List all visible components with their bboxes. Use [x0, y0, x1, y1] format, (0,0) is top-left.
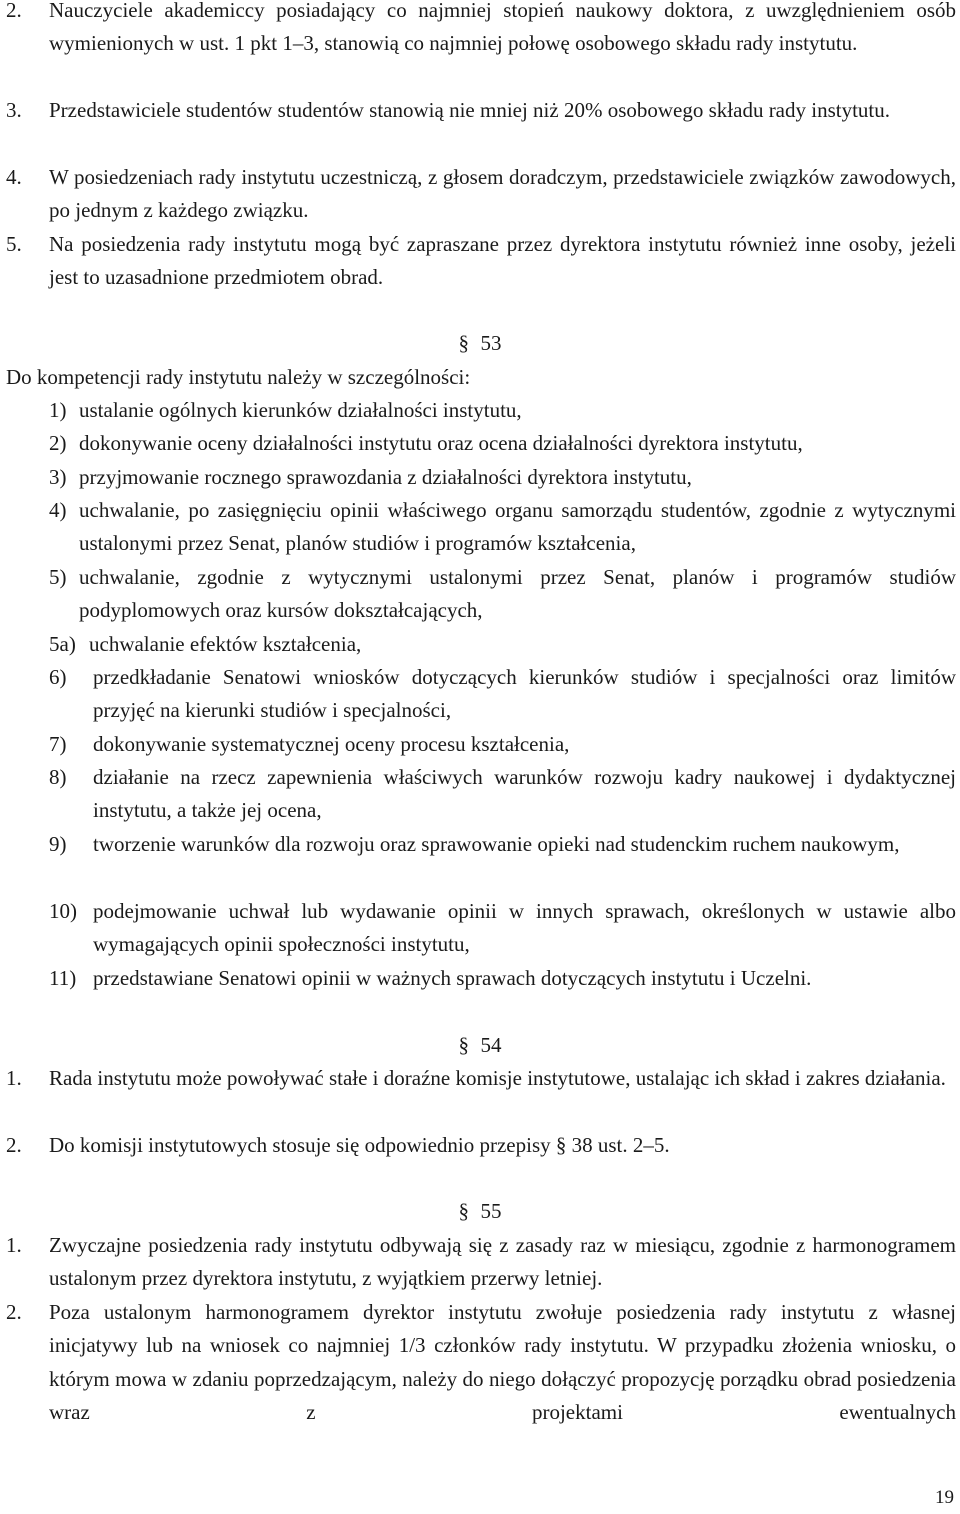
- paragraph-number: 1.: [6, 1233, 22, 1257]
- paragraph-number: 1.: [6, 1066, 22, 1090]
- competence-item: [49, 427, 956, 460]
- section-number: 55: [480, 1199, 502, 1223]
- competence-number: 9): [49, 832, 67, 856]
- paragraph-item: [6, 228, 956, 295]
- competence-text: przedkładanie Senatowi wniosków dotyczących kierunków studiów i specjalności oraz limitów przyjęć na kierunki studiów i specjalności,: [93, 665, 956, 723]
- competence-item: [49, 494, 956, 561]
- paragraph-item: [6, 94, 956, 127]
- competence-number: 5a): [49, 632, 76, 656]
- paragraph-text: Do komisji instytutowych stosuje się odpowiednio przepisy § 38 ust. 2–5.: [49, 1133, 670, 1157]
- competence-text: podejmowanie uchwał lub wydawanie opinii w innych sprawach, określonych w ustawie albo wymagających opinii społeczności instytutu,: [93, 899, 956, 957]
- competence-number: 2): [49, 431, 67, 455]
- section-sign: §: [458, 331, 469, 355]
- competence-number: 1): [49, 398, 67, 422]
- paragraph-item: [6, 1129, 956, 1162]
- paragraph-number: 2.: [6, 1300, 22, 1324]
- paragraph-item: [6, 1062, 956, 1095]
- paragraph-item: [6, 161, 956, 228]
- paragraph-item: [6, 0, 956, 61]
- competence-text: ustalanie ogólnych kierunków działalności instytutu,: [79, 398, 522, 422]
- competence-item: [49, 661, 956, 728]
- paragraph-number: 4.: [6, 165, 22, 189]
- competence-text: działanie na rzecz zapewnienia właściwych warunków rozwoju kadry naukowej i dydaktycznej instytutu, a także jej ocena,: [93, 765, 956, 823]
- competence-number: 4): [49, 498, 67, 522]
- competence-item: [49, 394, 956, 427]
- competence-number: 3): [49, 465, 67, 489]
- section-number: 53: [480, 331, 502, 355]
- section-53-title: [0, 327, 960, 360]
- section-53-intro: Do kompetencji rady instytutu należy w szczególności:: [6, 365, 471, 389]
- page-number: 19: [935, 1487, 954, 1508]
- competence-item: [49, 561, 956, 628]
- competence-number: 5): [49, 565, 67, 589]
- competence-item: [49, 628, 956, 661]
- competence-number: 10): [49, 899, 77, 923]
- competence-item: [49, 761, 956, 828]
- competence-item: [49, 828, 956, 861]
- competence-text: uchwalanie efektów kształcenia,: [89, 632, 362, 656]
- paragraph-text: Na posiedzenia rady instytutu mogą być zapraszane przez dyrektora instytutu również inne osoby, jeżeli jest to uzasadnione przedmiotem obrad.: [49, 232, 956, 290]
- competence-text: tworzenie warunków dla rozwoju oraz sprawowanie opieki nad studenckim ruchem naukowym,: [93, 832, 900, 856]
- competence-item: [49, 461, 956, 494]
- paragraph-number: 5.: [6, 232, 22, 256]
- section-54-title: [0, 1029, 960, 1062]
- competence-number: 8): [49, 765, 67, 789]
- paragraph-text: W posiedzeniach rady instytutu uczestniczą, z głosem doradczym, przedstawiciele związków zawodowych, po jednym z każdego związku.: [49, 165, 956, 223]
- section-sign: §: [458, 1033, 469, 1057]
- section-number: 54: [480, 1033, 502, 1057]
- competence-item: [49, 962, 956, 995]
- paragraph-text: Nauczyciele akademiccy posiadający co najmniej stopień naukowy doktora, z uwzględnieniem osób wymienionych w ust. 1 pkt 1–3, stanowią co najmniej połowę osobowego składu rady instytutu.: [49, 0, 956, 56]
- competence-text: przedstawiane Senatowi opinii w ważnych sprawach dotyczących instytutu i Uczelni.: [93, 966, 812, 990]
- paragraph-text: Poza ustalonym harmonogramem dyrektor instytutu zwołuje posiedzenia rady instytutu z własnej inicjatywy lub na wniosek co najmniej 1/3 członków rady instytutu. W przypadku złożenia wniosku, o którym mowa w zdaniu poprzedzającym, należy do niego dołączyć propozycję porządku obrad posiedzenia wraz z projektami ewentualnych: [49, 1300, 956, 1424]
- competence-number: 11): [49, 966, 77, 990]
- paragraph-text: Rada instytutu może powoływać stałe i doraźne komisje instytutowe, ustalając ich skład i zakres działania.: [49, 1066, 946, 1090]
- paragraph-number: 2.: [6, 1133, 22, 1157]
- paragraph-number: 2.: [6, 0, 22, 22]
- paragraph-item: [6, 1296, 956, 1429]
- paragraph-item: [6, 1229, 956, 1296]
- section-55-title: [0, 1195, 960, 1228]
- paragraph-number: 3.: [6, 98, 22, 122]
- competence-number: 6): [49, 665, 67, 689]
- competence-text: przyjmowanie rocznego sprawozdania z działalności dyrektora instytutu,: [79, 465, 692, 489]
- paragraph-text: Zwyczajne posiedzenia rady instytutu odbywają się z zasady raz w miesiącu, zgodnie z harmonogramem ustalonym przez dyrektora instytutu, z wyjątkiem przerwy letniej.: [49, 1233, 956, 1291]
- competence-item: [49, 895, 956, 962]
- competence-item: [49, 728, 956, 761]
- competence-text: dokonywanie systematycznej oceny procesu kształcenia,: [93, 732, 570, 756]
- competence-text: dokonywanie oceny działalności instytutu oraz ocena działalności dyrektora instytutu,: [79, 431, 803, 455]
- section-sign: §: [458, 1199, 469, 1223]
- competence-number: 7): [49, 732, 67, 756]
- paragraph-text: Przedstawiciele studentów studentów stanowią nie mniej niż 20% osobowego składu rady instytutu.: [49, 98, 891, 122]
- competence-text: uchwalanie, zgodnie z wytycznymi ustalonymi przez Senat, planów i programów studiów podyplomowych oraz kursów dokształcających,: [79, 565, 956, 623]
- competence-text: uchwalanie, po zasięgnięciu opinii właściwego organu samorządu studentów, zgodnie z wytycznymi ustalonymi przez Senat, planów studiów i programów kształcenia,: [79, 498, 956, 556]
